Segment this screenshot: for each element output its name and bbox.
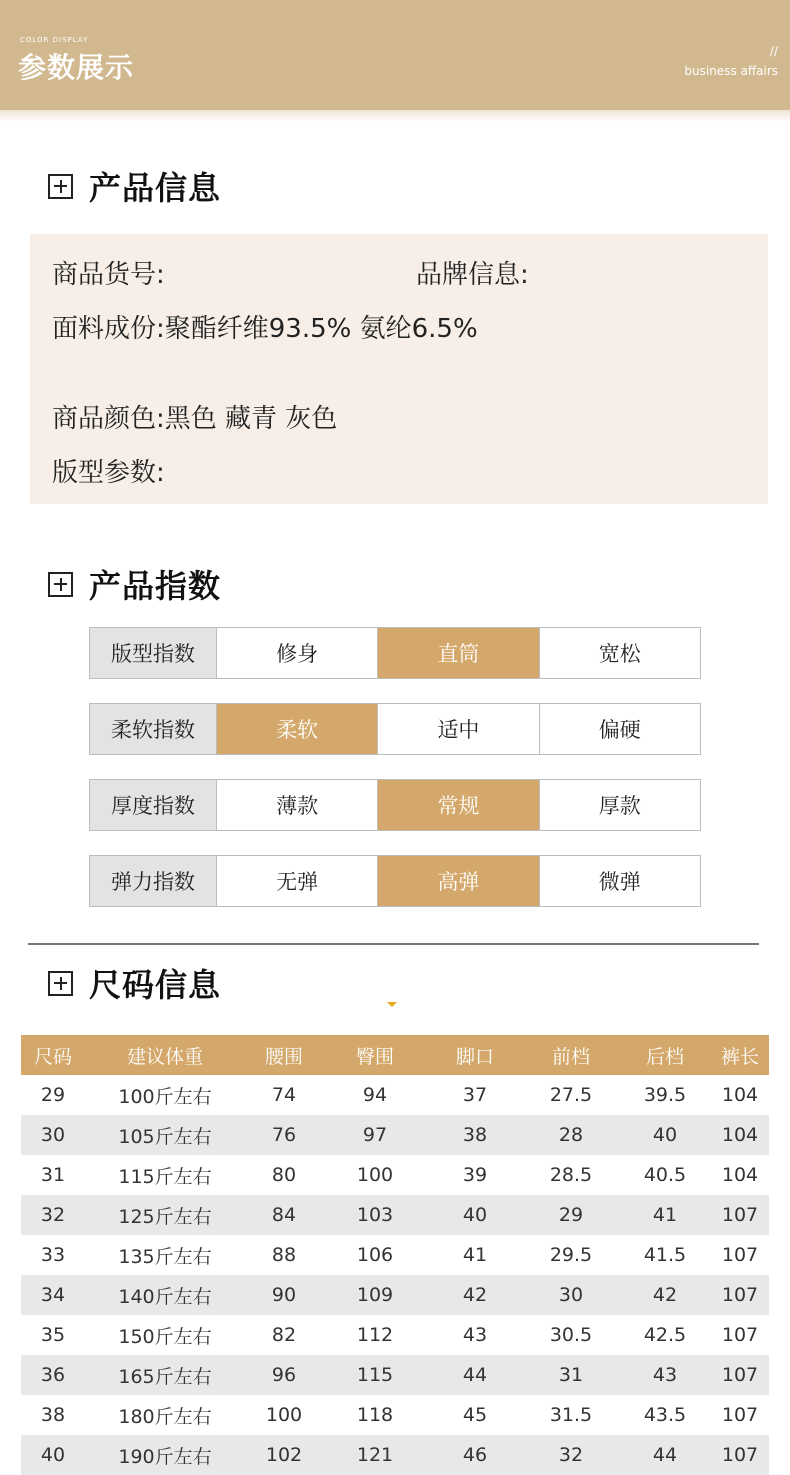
table-cell: 115 bbox=[323, 1355, 427, 1395]
index-option: 微弹 bbox=[539, 856, 700, 906]
table-cell: 74 bbox=[245, 1075, 323, 1115]
table-row bbox=[21, 1275, 769, 1315]
table-cell: 107 bbox=[711, 1275, 769, 1315]
index-option-selected: 常规 bbox=[377, 780, 538, 830]
table-cell: 31 bbox=[21, 1155, 85, 1195]
index-row-label: 厚度指数 bbox=[90, 780, 216, 830]
table-cell: 41 bbox=[619, 1195, 711, 1235]
table-cell: 40 bbox=[619, 1115, 711, 1155]
banner-subtitle: COLOR DISPLAY bbox=[20, 36, 89, 44]
table-cell: 42 bbox=[427, 1275, 523, 1315]
section-heading-product-info bbox=[48, 163, 221, 209]
color-value: 黑色 藏青 灰色 bbox=[164, 404, 338, 434]
table-cell: 100斤左右 bbox=[85, 1075, 245, 1115]
table-cell: 107 bbox=[711, 1235, 769, 1275]
banner-shadow bbox=[0, 110, 790, 122]
table-cell: 44 bbox=[619, 1435, 711, 1475]
plus-box-icon bbox=[48, 971, 73, 996]
color-line bbox=[52, 398, 337, 435]
table-cell: 80 bbox=[245, 1155, 323, 1195]
banner-mark: // bbox=[769, 44, 778, 58]
table-cell: 45 bbox=[427, 1395, 523, 1435]
table-cell: 30 bbox=[523, 1275, 619, 1315]
table-cell: 140斤左右 bbox=[85, 1275, 245, 1315]
index-option: 偏硬 bbox=[539, 704, 700, 754]
table-cell: 33 bbox=[21, 1235, 85, 1275]
table-cell: 31 bbox=[523, 1355, 619, 1395]
table-cell: 43 bbox=[427, 1315, 523, 1355]
size-table-column-header: 前档 bbox=[523, 1035, 619, 1075]
table-cell: 39 bbox=[427, 1155, 523, 1195]
table-cell: 32 bbox=[21, 1195, 85, 1235]
size-table-column-header: 腰围 bbox=[245, 1035, 323, 1075]
index-option: 修身 bbox=[216, 628, 377, 678]
table-row bbox=[21, 1195, 769, 1235]
table-cell: 109 bbox=[323, 1275, 427, 1315]
table-cell: 34 bbox=[21, 1275, 85, 1315]
table-cell: 30 bbox=[21, 1115, 85, 1155]
table-cell: 121 bbox=[323, 1435, 427, 1475]
table-cell: 29 bbox=[523, 1195, 619, 1235]
table-cell: 40.5 bbox=[619, 1155, 711, 1195]
section-divider bbox=[28, 943, 759, 945]
plus-box-icon bbox=[48, 572, 73, 597]
table-row bbox=[21, 1355, 769, 1395]
index-row bbox=[89, 855, 701, 907]
table-cell: 107 bbox=[711, 1395, 769, 1435]
table-row bbox=[21, 1115, 769, 1155]
table-row bbox=[21, 1435, 769, 1475]
banner-right-text: business affairs bbox=[684, 64, 778, 78]
table-cell: 32 bbox=[523, 1435, 619, 1475]
table-cell: 107 bbox=[711, 1195, 769, 1235]
table-cell: 42.5 bbox=[619, 1315, 711, 1355]
table-cell: 38 bbox=[427, 1115, 523, 1155]
table-cell: 30.5 bbox=[523, 1315, 619, 1355]
table-cell: 135斤左右 bbox=[85, 1235, 245, 1275]
section-heading-product-index bbox=[48, 561, 221, 607]
table-cell: 84 bbox=[245, 1195, 323, 1235]
index-row-label: 弹力指数 bbox=[90, 856, 216, 906]
caret-down-icon bbox=[387, 1002, 397, 1007]
table-cell: 28.5 bbox=[523, 1155, 619, 1195]
table-cell: 100 bbox=[245, 1395, 323, 1435]
item-no-label: 商品货号: bbox=[52, 260, 165, 290]
size-table-column-header: 后档 bbox=[619, 1035, 711, 1075]
size-table-header bbox=[21, 1035, 769, 1075]
table-cell: 118 bbox=[323, 1395, 427, 1435]
table-row bbox=[21, 1155, 769, 1195]
table-row bbox=[21, 1315, 769, 1355]
table-cell: 76 bbox=[245, 1115, 323, 1155]
table-cell: 165斤左右 bbox=[85, 1355, 245, 1395]
table-cell: 44 bbox=[427, 1355, 523, 1395]
table-cell: 43 bbox=[619, 1355, 711, 1395]
table-cell: 97 bbox=[323, 1115, 427, 1155]
table-cell: 29 bbox=[21, 1075, 85, 1115]
brand-label: 品牌信息: bbox=[416, 260, 529, 290]
table-cell: 42 bbox=[619, 1275, 711, 1315]
table-row bbox=[21, 1075, 769, 1115]
fabric-line bbox=[52, 308, 478, 345]
table-cell: 27.5 bbox=[523, 1075, 619, 1115]
section-heading-size-info bbox=[48, 960, 221, 1006]
fit-label: 版型参数: bbox=[52, 458, 165, 488]
table-cell: 37 bbox=[427, 1075, 523, 1115]
section-title: 产品信息 bbox=[89, 169, 222, 207]
size-table-column-header: 臀围 bbox=[323, 1035, 427, 1075]
index-option: 无弹 bbox=[216, 856, 377, 906]
table-cell: 82 bbox=[245, 1315, 323, 1355]
size-table-column-header: 裤长 bbox=[711, 1035, 769, 1075]
section-title: 尺码信息 bbox=[89, 966, 222, 1004]
table-cell: 39.5 bbox=[619, 1075, 711, 1115]
fabric-label: 面料成份: bbox=[52, 314, 165, 344]
table-cell: 94 bbox=[323, 1075, 427, 1115]
table-cell: 31.5 bbox=[523, 1395, 619, 1435]
index-row-label: 柔软指数 bbox=[90, 704, 216, 754]
table-cell: 125斤左右 bbox=[85, 1195, 245, 1235]
index-option-selected: 直筒 bbox=[377, 628, 538, 678]
table-cell: 180斤左右 bbox=[85, 1395, 245, 1435]
table-cell: 29.5 bbox=[523, 1235, 619, 1275]
table-cell: 107 bbox=[711, 1355, 769, 1395]
table-cell: 41 bbox=[427, 1235, 523, 1275]
index-option: 宽松 bbox=[539, 628, 700, 678]
table-cell: 41.5 bbox=[619, 1235, 711, 1275]
table-cell: 104 bbox=[711, 1115, 769, 1155]
index-option: 厚款 bbox=[539, 780, 700, 830]
index-row bbox=[89, 703, 701, 755]
table-row bbox=[21, 1235, 769, 1275]
table-cell: 104 bbox=[711, 1155, 769, 1195]
table-cell: 115斤左右 bbox=[85, 1155, 245, 1195]
table-cell: 36 bbox=[21, 1355, 85, 1395]
table-cell: 88 bbox=[245, 1235, 323, 1275]
size-table bbox=[21, 1035, 769, 1475]
size-table-column-header: 脚口 bbox=[427, 1035, 523, 1075]
table-cell: 190斤左右 bbox=[85, 1435, 245, 1475]
fabric-value: 聚酯纤维93.5% 氨纶6.5% bbox=[164, 314, 478, 344]
table-cell: 40 bbox=[427, 1195, 523, 1235]
table-cell: 96 bbox=[245, 1355, 323, 1395]
product-info-panel bbox=[30, 234, 768, 504]
size-table-column-header: 建议体重 bbox=[85, 1035, 245, 1075]
table-row bbox=[21, 1395, 769, 1435]
header-banner bbox=[0, 0, 790, 110]
index-row bbox=[89, 627, 701, 679]
table-cell: 40 bbox=[21, 1435, 85, 1475]
index-option: 薄款 bbox=[216, 780, 377, 830]
table-cell: 46 bbox=[427, 1435, 523, 1475]
table-cell: 112 bbox=[323, 1315, 427, 1355]
index-option: 适中 bbox=[377, 704, 538, 754]
size-table-column-header: 尺码 bbox=[21, 1035, 85, 1075]
table-cell: 104 bbox=[711, 1075, 769, 1115]
table-cell: 100 bbox=[323, 1155, 427, 1195]
index-option-selected: 高弹 bbox=[377, 856, 538, 906]
table-cell: 107 bbox=[711, 1435, 769, 1475]
table-cell: 105斤左右 bbox=[85, 1115, 245, 1155]
table-cell: 107 bbox=[711, 1315, 769, 1355]
index-row-label: 版型指数 bbox=[90, 628, 216, 678]
table-cell: 43.5 bbox=[619, 1395, 711, 1435]
table-cell: 150斤左右 bbox=[85, 1315, 245, 1355]
table-cell: 106 bbox=[323, 1235, 427, 1275]
table-cell: 28 bbox=[523, 1115, 619, 1155]
index-row bbox=[89, 779, 701, 831]
banner-title: 参数展示 bbox=[18, 51, 135, 84]
color-label: 商品颜色: bbox=[52, 404, 165, 434]
table-cell: 38 bbox=[21, 1395, 85, 1435]
table-cell: 102 bbox=[245, 1435, 323, 1475]
plus-box-icon bbox=[48, 174, 73, 199]
section-title: 产品指数 bbox=[89, 567, 222, 605]
table-cell: 35 bbox=[21, 1315, 85, 1355]
table-cell: 103 bbox=[323, 1195, 427, 1235]
index-option-selected: 柔软 bbox=[216, 704, 377, 754]
table-cell: 90 bbox=[245, 1275, 323, 1315]
